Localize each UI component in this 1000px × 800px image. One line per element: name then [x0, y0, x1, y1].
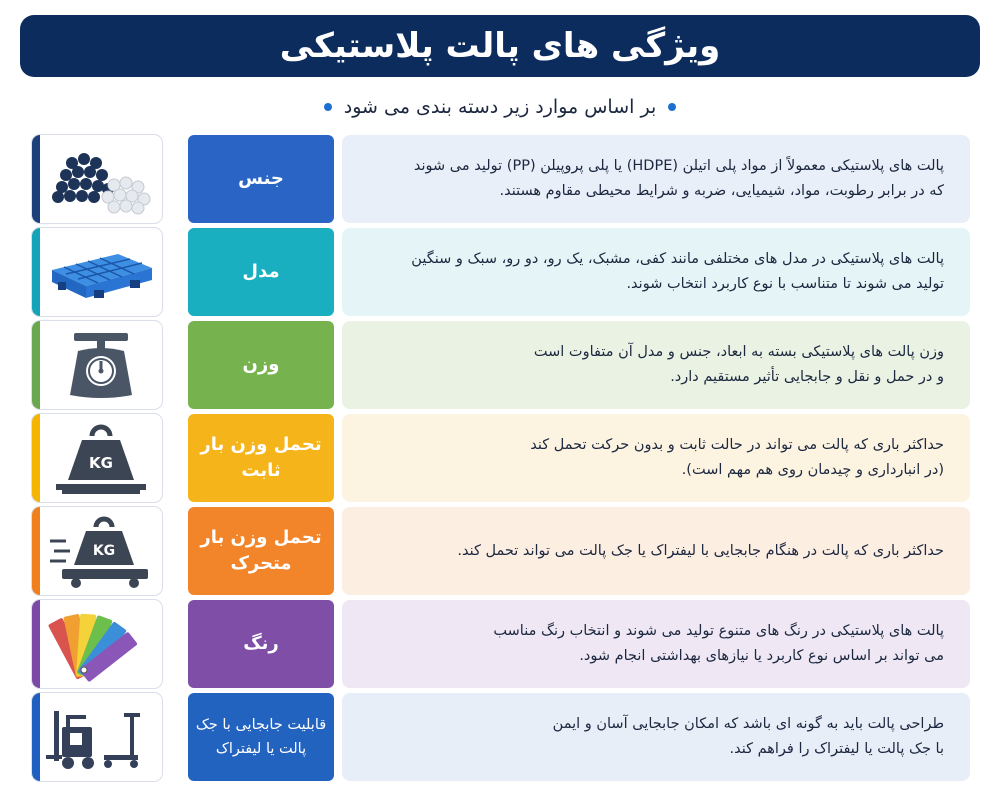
row-label: جنس: [188, 135, 334, 223]
row-description-line: می تواند بر اساس نوع کاربرد یا نیازهای بهداشتی انجام شود.: [579, 648, 944, 664]
bullet-dot-icon: [324, 103, 332, 111]
row-description: [342, 507, 970, 595]
row-description-line: پالت های پلاستیکی در رنگ های متنوع تولید می شوند و انتخاب رنگ مناسب: [493, 623, 944, 639]
row-description-line: حداکثر باری که پالت در هنگام جابجایی با لیفتراک یا جک پالت می تواند تحمل کند.: [457, 542, 944, 559]
row-label: قابلیت جابجایی با جک پالت یا لیفتراک: [188, 693, 334, 781]
row-icon-box: [32, 693, 162, 781]
feature-row-weight: [32, 321, 970, 409]
row-description: [342, 600, 970, 688]
static-weight-kg-icon: [44, 418, 158, 498]
row-description-line: حداکثر باری که پالت می تواند در حالت ثابت و بدون حرکت تحمل کند: [530, 437, 944, 453]
bullet-dot-icon: [668, 103, 676, 111]
page-title-banner: [20, 15, 980, 77]
row-icon-box: [32, 135, 162, 223]
row-description-line: پالت های پلاستیکی در مدل های مختلفی مانند کفی، مشبک، یک رو، دو رو، سبک و سنگین: [411, 251, 944, 267]
row-accent-bar: [32, 414, 40, 502]
row-description-line: وزن پالت های پلاستیکی بسته به ابعاد، جنس و مدل آن متفاوت است: [533, 344, 944, 360]
row-description-line: (در انبارداری و چیدمان روی هم مهم است).: [681, 462, 944, 478]
row-description-line: پالت های پلاستیکی معمولاً از مواد پلی اتیلن (HDPE) یا پلی پروپیلن (PP) تولید می شوند: [413, 158, 944, 174]
forklift-pallet-jack-icon: [44, 697, 158, 777]
feature-row-handling: [32, 693, 970, 781]
feature-row-static-load: [32, 414, 970, 502]
plastic-granules-icon: [44, 139, 158, 219]
row-icon-box: [32, 321, 162, 409]
row-accent-bar: [32, 228, 40, 316]
row-icon-box: [32, 228, 162, 316]
row-label: تحمل وزن بار متحرک: [188, 507, 334, 595]
row-description-line: با جک پالت یا لیفتراک را فراهم کند.: [729, 741, 944, 757]
plastic-pallet-icon: [44, 232, 158, 312]
page-title: ویژگی های پالت پلاستیکی: [279, 26, 721, 66]
kg-text: KG: [92, 543, 116, 559]
row-description-line: و در حمل و نقل و جابجایی تأثیر مستقیم دارد.: [670, 369, 944, 385]
row-label: رنگ: [188, 600, 334, 688]
weighing-scale-icon: [44, 325, 158, 405]
row-accent-bar: [32, 321, 40, 409]
feature-row-color: [32, 600, 970, 688]
row-label: تحمل وزن بار ثابت: [188, 414, 334, 502]
row-description-line: تولید می شوند تا متناسب با نوع کاربرد انتخاب شوند.: [626, 276, 944, 292]
row-description-line: طراحی پالت باید به گونه ای باشد که امکان جابجایی آسان و ایمن: [552, 716, 944, 732]
row-description: [342, 321, 970, 409]
subtitle-line: [0, 92, 1000, 122]
subtitle-text: بر اساس موارد زیر دسته بندی می شود: [343, 96, 657, 118]
row-icon-box: [32, 414, 162, 502]
row-label: مدل: [188, 228, 334, 316]
row-label: وزن: [188, 321, 334, 409]
row-icon-box: [32, 507, 162, 595]
kg-text: KG: [89, 454, 113, 472]
row-description: [342, 414, 970, 502]
row-accent-bar: [32, 600, 40, 688]
row-icon-box: [32, 600, 162, 688]
row-accent-bar: [32, 693, 40, 781]
row-description: [342, 693, 970, 781]
color-swatches-icon: [44, 604, 158, 684]
row-accent-bar: [32, 507, 40, 595]
row-accent-bar: [32, 135, 40, 223]
row-description: [342, 228, 970, 316]
row-description-line: که در برابر رطوبت، مواد، شیمیایی، ضربه و شرایط محیطی مقاوم هستند.: [499, 183, 944, 199]
moving-weight-kg-icon: [44, 511, 158, 591]
feature-row-material: [32, 135, 970, 223]
feature-row-dynamic-load: [32, 507, 970, 595]
row-description: [342, 135, 970, 223]
feature-row-model: [32, 228, 970, 316]
